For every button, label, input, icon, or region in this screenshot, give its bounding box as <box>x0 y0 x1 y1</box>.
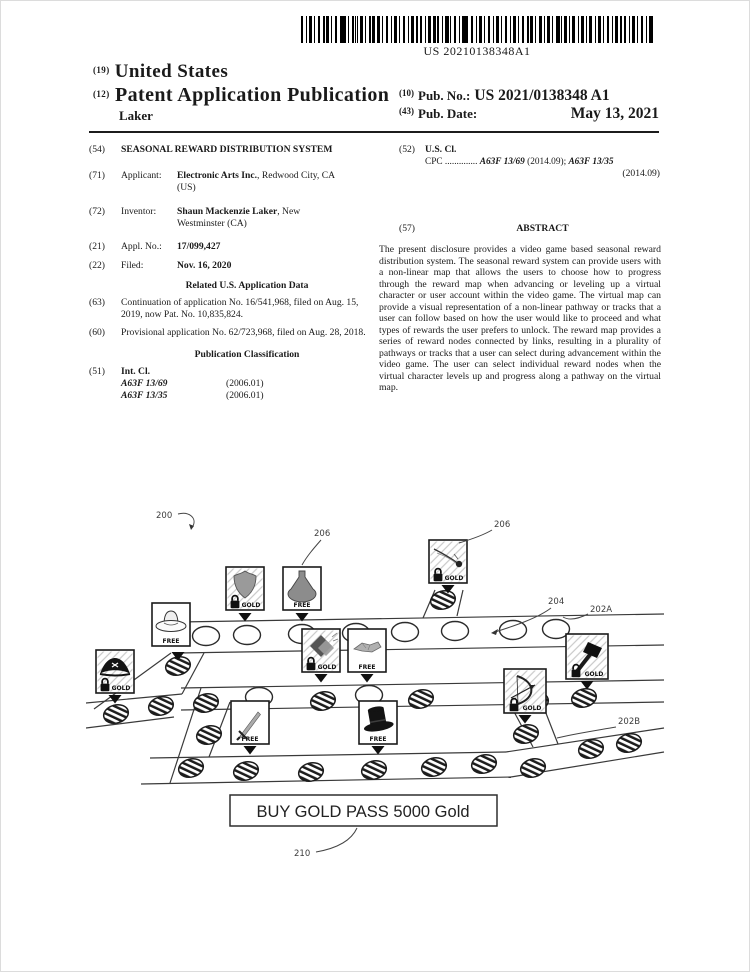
applicant-row <box>89 170 381 194</box>
related-data-heading: Related U.S. Application Data <box>185 280 309 291</box>
down-arrow-icon <box>361 674 374 683</box>
invention-title: SEASONAL REWARD DISTRIBUTION SYSTEM <box>121 144 333 155</box>
reward-node-pirate-hat <box>96 650 134 693</box>
down-arrow-icon <box>109 695 122 704</box>
inventor-row <box>89 206 381 230</box>
filed-row <box>89 260 381 272</box>
header-divider <box>89 131 659 133</box>
ref-206-b: 206 <box>494 520 511 530</box>
applicant-value <box>177 170 355 194</box>
reward-node-top-hat <box>359 701 397 744</box>
svg-text:GOLD: GOLD <box>522 705 542 712</box>
crossed-slot <box>232 759 261 783</box>
reward-node-flask <box>283 567 321 610</box>
pub-date-label: Pub. Date: <box>418 106 478 121</box>
pub-no-value: US 2021/0138348 A1 <box>474 87 610 104</box>
cpc-code-2: A63F 13/35 <box>568 157 614 167</box>
int-cl-year-1: (2006.01) <box>226 378 264 389</box>
continuation-row <box>89 297 381 321</box>
cpc-year-2: (2014.09) <box>622 168 660 179</box>
crossed-slot <box>407 687 436 711</box>
svg-text:GOLD: GOLD <box>584 671 604 678</box>
slot-ellipse <box>234 626 261 645</box>
down-arrow-icon <box>581 681 594 690</box>
int-cl-label: Int. Cl. <box>121 366 151 377</box>
slot-ellipse <box>442 622 469 641</box>
abstract-text: The present disclosure provides a video game based seasonal reward distribution system. The seasonal reward system can provide users with a non-linear map that allows the users to choose how to progress through the reward map when advancing or leveling up a virtual character or user account within the video game. The virtual map can provide a visual representation of a non-linear pathway or tracks that a user can follow based on how the user would like to proceed and what types of rewards the user prefers to unlock. The reward map provides a series of reward nodes connected by links, resulting in a plurality of pathways or tracks that a user can select during advancement within the video game. The user can select individual reward nodes when the virtual character levels up and progress along a pathway on the virtual map. <box>379 244 661 393</box>
crossed-slot <box>512 722 541 746</box>
int-cl-entry <box>89 390 381 402</box>
crossed-slot <box>570 686 599 710</box>
ref-202B: 202B <box>618 717 641 727</box>
provisional-text: Provisional application No. 62/723,968, filed on Aug. 28, 2018. <box>121 327 366 338</box>
slot-ellipse <box>392 623 419 642</box>
int-cl-entry <box>89 378 381 390</box>
publication-number-row <box>399 87 659 105</box>
crossed-slot <box>309 689 338 713</box>
inventor-label: Inventor: <box>121 206 157 217</box>
publication-date-row <box>399 105 659 123</box>
applicant-name: Electronic Arts Inc. <box>177 170 258 181</box>
cpc-line <box>425 156 660 168</box>
appl-no-row <box>89 241 381 253</box>
doc-type-title: Patent Application Publication <box>115 84 390 106</box>
ino-code-72: (72) <box>89 206 105 217</box>
inventor-name: Shaun Mackenzie Laker <box>177 206 278 217</box>
applicant-address: , Redwood City, CA (US) <box>177 170 335 193</box>
reward-map-figure <box>86 496 666 876</box>
title-row <box>89 144 381 156</box>
ino-code-57: (57) <box>399 223 415 234</box>
ino-code-51: (51) <box>89 366 105 377</box>
svg-text:FREE: FREE <box>358 664 376 671</box>
ino-code-71: (71) <box>89 170 105 181</box>
slot-ellipse <box>500 621 527 640</box>
crossed-slot <box>420 755 449 779</box>
header-country <box>93 61 228 83</box>
inventor-value <box>177 206 339 230</box>
reward-node-fishing-rod <box>429 540 467 583</box>
pub-class-heading: Publication Classification <box>194 349 300 360</box>
country-name: United States <box>114 61 229 82</box>
ref-200: 200 <box>156 511 173 521</box>
crossed-slot <box>519 756 548 780</box>
barcode-number: US 20210138348A1 <box>423 44 531 58</box>
reward-node-hammer <box>566 634 608 679</box>
down-arrow-icon <box>372 746 385 755</box>
continuation-text: Continuation of application No. 16/541,968, filed on Aug. 15, 2019, now Pat. No. 10,835,824. <box>121 297 359 320</box>
us-cl-row <box>399 144 660 156</box>
classification-column <box>399 144 660 235</box>
ino-code-63: (63) <box>89 297 105 308</box>
ino-code-21: (21) <box>89 241 105 252</box>
first-inventor-surname: Laker <box>119 108 153 123</box>
crossed-slot <box>195 723 224 747</box>
ino-code-10: (10) <box>399 88 414 98</box>
reward-node-gem <box>302 629 340 672</box>
pub-date-left <box>399 105 477 123</box>
down-arrow-icon <box>239 613 252 622</box>
svg-text:FREE: FREE <box>369 736 387 743</box>
reward-node-bow <box>504 669 546 713</box>
crossed-slot <box>192 691 221 715</box>
abstract-heading-row <box>399 223 660 235</box>
ino-code-12: (12) <box>93 89 110 99</box>
cpc-code-1: A63F 13/69 <box>479 157 525 167</box>
cpc-label: CPC <box>425 157 443 167</box>
appl-no-value: 17/099,427 <box>177 241 221 252</box>
crossed-slot <box>470 752 499 776</box>
crossed-slot <box>177 756 206 780</box>
ino-code-52: (52) <box>399 144 415 155</box>
header-doc-type <box>93 84 389 107</box>
ref-202A: 202A <box>590 605 613 615</box>
svg-text:GOLD: GOLD <box>317 664 337 671</box>
cpc-dots: .............. <box>444 157 478 167</box>
int-cl-row <box>89 366 381 378</box>
biblio-column <box>89 144 381 402</box>
ino-code-19: (19) <box>93 65 110 75</box>
barcode <box>301 16 653 43</box>
us-cl-label: U.S. Cl. <box>425 144 457 155</box>
down-arrow-icon <box>315 674 328 683</box>
inventor-address: , New Westminster (CA) <box>177 206 301 229</box>
crossed-slot <box>147 694 176 718</box>
crossed-slot <box>429 588 458 612</box>
crossed-slot <box>360 758 389 782</box>
ref-206-a: 206 <box>314 529 331 539</box>
ino-code-22: (22) <box>89 260 105 271</box>
ino-code-54: (54) <box>89 144 105 155</box>
cpc-year-1: (2014.09); <box>527 157 567 167</box>
buy-gold-pass-label: BUY GOLD PASS 5000 Gold <box>256 803 470 821</box>
svg-text:FREE: FREE <box>293 602 311 609</box>
reward-node-shield <box>226 567 264 610</box>
svg-text:GOLD: GOLD <box>241 602 261 609</box>
reward-node-handshake <box>348 629 386 672</box>
abstract-heading: ABSTRACT <box>516 223 569 234</box>
down-arrow-icon <box>519 715 532 724</box>
ino-code-60: (60) <box>89 327 105 338</box>
svg-text:FREE: FREE <box>162 638 180 645</box>
ref-204: 204 <box>548 597 565 607</box>
provisional-row <box>89 327 381 339</box>
svg-text:GOLD: GOLD <box>444 575 464 582</box>
appl-no-label: Appl. No.: <box>121 241 162 252</box>
buy-gold-pass-button <box>230 795 497 826</box>
svg-text:GOLD: GOLD <box>111 685 131 692</box>
svg-text:FREE: FREE <box>241 736 259 743</box>
pub-no-label: Pub. No.: <box>418 88 471 103</box>
filed-label: Filed: <box>121 260 144 271</box>
applicant-label: Applicant: <box>121 170 162 181</box>
int-cl-code-2: A63F 13/35 <box>121 390 168 401</box>
filed-date: Nov. 16, 2020 <box>177 260 232 271</box>
crossed-slot <box>102 702 131 726</box>
down-arrow-icon <box>244 746 257 755</box>
slot-ellipse <box>193 627 220 646</box>
reward-node-sword <box>231 701 269 744</box>
pub-date-value: May 13, 2021 <box>570 105 659 122</box>
ino-code-43: (43) <box>399 106 414 116</box>
int-cl-code-1: A63F 13/69 <box>121 378 168 389</box>
ref-210: 210 <box>294 849 311 859</box>
reward-node-cowboy-hat <box>152 603 190 646</box>
int-cl-year-2: (2006.01) <box>226 390 264 401</box>
